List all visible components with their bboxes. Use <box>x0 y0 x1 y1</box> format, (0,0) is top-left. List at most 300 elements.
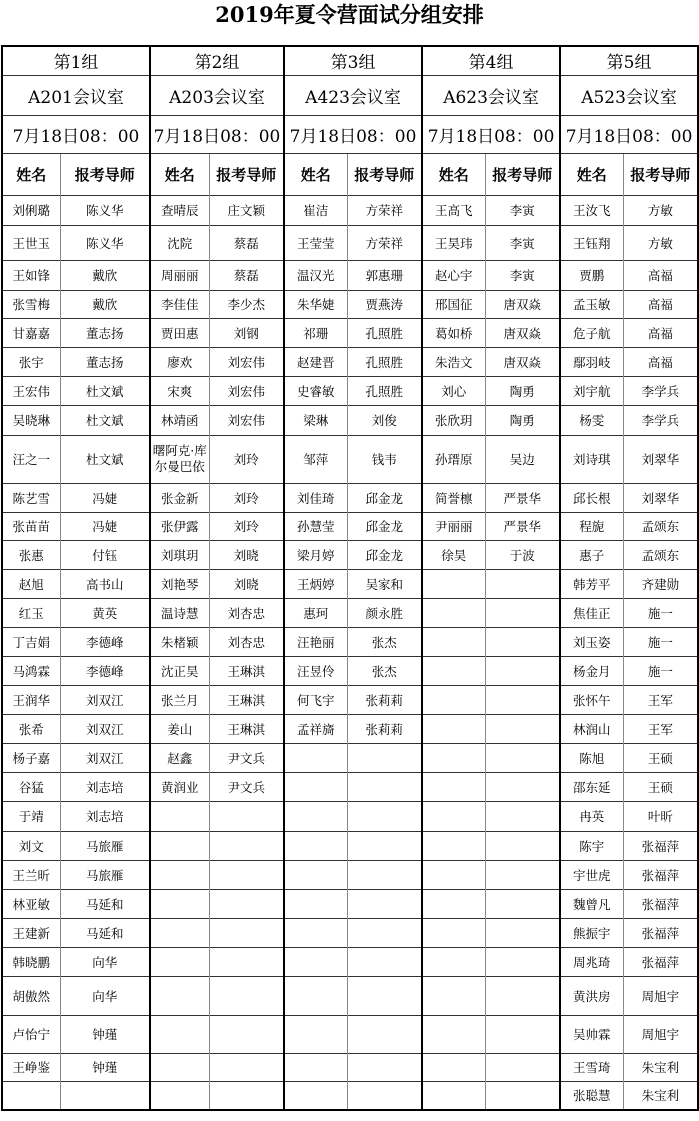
student-name-cell: 孙瑨原 <box>422 435 485 483</box>
student-name-cell: 王兰昕 <box>2 860 60 889</box>
student-name-cell: 刘艳琴 <box>150 569 209 598</box>
advisor-cell: 施一 <box>623 598 698 627</box>
column-header-advisor: 报考导师 <box>60 153 150 195</box>
table-row <box>2 225 698 260</box>
student-name-cell <box>284 976 347 1015</box>
advisor-cell: 贾燕涛 <box>347 290 422 318</box>
advisor-cell <box>209 947 284 976</box>
student-name-cell: 查晴辰 <box>150 195 209 225</box>
advisor-cell: 冯婕 <box>60 483 150 512</box>
student-name-cell: 刘诗琪 <box>560 435 623 483</box>
advisor-cell: 张莉莉 <box>347 685 422 714</box>
student-name-cell: 陈宇 <box>560 831 623 860</box>
table-row <box>2 801 698 831</box>
advisor-cell: 周旭宇 <box>623 976 698 1015</box>
advisor-cell <box>485 976 560 1015</box>
student-name-cell: 周兆琦 <box>560 947 623 976</box>
student-name-cell <box>150 1081 209 1110</box>
student-name-cell: 邵东延 <box>560 772 623 801</box>
advisor-cell: 李少杰 <box>209 290 284 318</box>
student-name-cell: 邢国征 <box>422 290 485 318</box>
advisor-cell: 付钰 <box>60 540 150 569</box>
student-name-cell <box>422 569 485 598</box>
student-name-cell: 林靖函 <box>150 405 209 435</box>
student-name-cell: 危子航 <box>560 318 623 347</box>
column-header-name: 姓名 <box>284 153 347 195</box>
advisor-cell <box>347 1015 422 1053</box>
advisor-cell: 李学兵 <box>623 376 698 405</box>
student-name-cell: 吴晓琳 <box>2 405 60 435</box>
student-name-cell <box>150 801 209 831</box>
advisor-cell: 戴欣 <box>60 290 150 318</box>
student-name-cell: 邹萍 <box>284 435 347 483</box>
student-name-cell: 张欣玥 <box>422 405 485 435</box>
advisor-cell: 张福萍 <box>623 918 698 947</box>
table-row <box>2 947 698 976</box>
student-name-cell: 王高飞 <box>422 195 485 225</box>
student-name-cell <box>284 801 347 831</box>
student-name-cell <box>284 918 347 947</box>
advisor-cell: 高福 <box>623 347 698 376</box>
advisor-cell: 杜文斌 <box>60 405 150 435</box>
advisor-cell <box>485 947 560 976</box>
advisor-cell: 刘晓 <box>209 540 284 569</box>
advisor-cell: 刘玲 <box>209 483 284 512</box>
advisor-cell: 刘俊 <box>347 405 422 435</box>
student-name-cell: 朱华婕 <box>284 290 347 318</box>
student-name-cell: 孟祥旖 <box>284 714 347 743</box>
advisor-cell: 刘宏伟 <box>209 376 284 405</box>
advisor-cell: 刘双江 <box>60 685 150 714</box>
student-name-cell: 贾田惠 <box>150 318 209 347</box>
advisor-cell: 方荣祥 <box>347 195 422 225</box>
advisor-cell <box>209 801 284 831</box>
student-name-cell <box>150 831 209 860</box>
advisor-cell: 向华 <box>60 947 150 976</box>
advisor-cell <box>485 1015 560 1053</box>
group-room: A201会议室 <box>2 75 150 115</box>
table-row <box>2 318 698 347</box>
student-name-cell: 尹丽丽 <box>422 512 485 540</box>
table-row <box>2 569 698 598</box>
advisor-cell: 张福萍 <box>623 860 698 889</box>
advisor-cell <box>209 1053 284 1081</box>
advisor-cell: 李德峰 <box>60 656 150 685</box>
student-name-cell: 汪艳丽 <box>284 627 347 656</box>
student-name-cell: 梁月婷 <box>284 540 347 569</box>
student-name-cell: 王宏伟 <box>2 376 60 405</box>
table-row <box>2 598 698 627</box>
advisor-cell <box>347 947 422 976</box>
student-name-cell <box>422 831 485 860</box>
advisor-cell: 马延和 <box>60 918 150 947</box>
advisor-cell: 刘晓 <box>209 569 284 598</box>
advisor-cell: 刘双江 <box>60 743 150 772</box>
advisor-cell: 于波 <box>485 540 560 569</box>
column-header-name: 姓名 <box>2 153 60 195</box>
advisor-cell: 邱金龙 <box>347 540 422 569</box>
student-name-cell: 惠子 <box>560 540 623 569</box>
student-name-cell <box>150 947 209 976</box>
student-name-cell <box>422 976 485 1015</box>
page-title: 2019年夏令营面试分组安排 <box>215 2 484 27</box>
advisor-cell: 张杰 <box>347 656 422 685</box>
column-header-advisor: 报考导师 <box>623 153 698 195</box>
advisor-cell: 孔照胜 <box>347 318 422 347</box>
student-name-cell: 王世玉 <box>2 225 60 260</box>
advisor-cell: 杜文斌 <box>60 376 150 405</box>
student-name-cell: 孟玉敏 <box>560 290 623 318</box>
advisor-cell: 孔照胜 <box>347 376 422 405</box>
advisor-cell <box>209 976 284 1015</box>
student-name-cell <box>422 1053 485 1081</box>
advisor-cell: 马旅雁 <box>60 831 150 860</box>
column-header-advisor: 报考导师 <box>347 153 422 195</box>
advisor-cell <box>485 656 560 685</box>
advisor-cell <box>485 918 560 947</box>
student-name-cell: 王炳婷 <box>284 569 347 598</box>
column-header-name: 姓名 <box>150 153 209 195</box>
student-name-cell: 陈旭 <box>560 743 623 772</box>
table-row <box>2 405 698 435</box>
student-name-cell <box>284 1081 347 1110</box>
student-name-cell: 汪昱伶 <box>284 656 347 685</box>
student-name-cell: 胡傲然 <box>2 976 60 1015</box>
student-name-cell <box>422 889 485 918</box>
table-row <box>2 860 698 889</box>
advisor-cell: 李寅 <box>485 195 560 225</box>
student-name-cell: 丁吉娟 <box>2 627 60 656</box>
student-name-cell: 何飞宇 <box>284 685 347 714</box>
advisor-cell: 叶昕 <box>623 801 698 831</box>
advisor-cell: 吴边 <box>485 435 560 483</box>
advisor-cell: 冯婕 <box>60 512 150 540</box>
student-name-cell: 朱浩文 <box>422 347 485 376</box>
advisor-cell: 刘志培 <box>60 801 150 831</box>
advisor-cell: 王琳淇 <box>209 685 284 714</box>
student-name-cell: 沈院 <box>150 225 209 260</box>
advisor-cell <box>209 1015 284 1053</box>
table-row <box>2 1081 698 1110</box>
student-name-cell <box>284 772 347 801</box>
student-name-cell: 卢怡宁 <box>2 1015 60 1053</box>
student-name-cell: 张宇 <box>2 347 60 376</box>
student-name-cell <box>284 860 347 889</box>
advisor-cell: 庄文颖 <box>209 195 284 225</box>
advisor-cell: 唐双焱 <box>485 318 560 347</box>
advisor-cell: 李学兵 <box>623 405 698 435</box>
advisor-cell: 黄英 <box>60 598 150 627</box>
advisor-cell <box>347 772 422 801</box>
advisor-cell: 钟瑾 <box>60 1053 150 1081</box>
advisor-cell: 邱金龙 <box>347 483 422 512</box>
student-name-cell: 吴帅霖 <box>560 1015 623 1053</box>
student-name-cell: 黄润业 <box>150 772 209 801</box>
group-time: 7月18日08：00 <box>2 115 150 153</box>
student-name-cell: 刘宇航 <box>560 376 623 405</box>
table-row <box>2 889 698 918</box>
student-name-cell: 姜山 <box>150 714 209 743</box>
advisor-cell: 刘玲 <box>209 435 284 483</box>
student-name-cell <box>284 743 347 772</box>
student-name-cell: 徐昊 <box>422 540 485 569</box>
student-name-cell <box>422 656 485 685</box>
advisor-cell: 郭惠珊 <box>347 260 422 290</box>
table-row <box>2 627 698 656</box>
student-name-cell <box>284 947 347 976</box>
advisor-cell <box>485 743 560 772</box>
student-name-cell <box>422 947 485 976</box>
student-name-cell <box>284 889 347 918</box>
advisor-cell: 刘宏伟 <box>209 347 284 376</box>
student-name-cell: 廖欢 <box>150 347 209 376</box>
student-name-cell: 曙阿克·库尔曼巴依 <box>150 435 209 483</box>
advisor-cell: 唐双焱 <box>485 290 560 318</box>
table-row <box>2 540 698 569</box>
advisor-cell: 刘志培 <box>60 772 150 801</box>
student-name-cell: 朱楮颖 <box>150 627 209 656</box>
advisor-cell: 孟颂东 <box>623 512 698 540</box>
student-name-cell: 邱长根 <box>560 483 623 512</box>
student-name-cell <box>150 860 209 889</box>
student-name-cell: 刘俐璐 <box>2 195 60 225</box>
table-row <box>2 685 698 714</box>
student-name-cell: 焦佳正 <box>560 598 623 627</box>
advisor-cell: 尹文兵 <box>209 743 284 772</box>
advisor-cell: 刘宏伟 <box>209 405 284 435</box>
advisor-cell <box>485 685 560 714</box>
advisor-cell: 方荣祥 <box>347 225 422 260</box>
student-name-cell <box>422 685 485 714</box>
group-room: A623会议室 <box>422 75 560 115</box>
student-name-cell <box>422 743 485 772</box>
student-name-cell <box>150 976 209 1015</box>
advisor-cell: 吴家和 <box>347 569 422 598</box>
student-name-cell <box>284 1053 347 1081</box>
student-name-cell: 梁琳 <box>284 405 347 435</box>
advisor-cell <box>485 889 560 918</box>
group-name: 第1组 <box>2 46 150 75</box>
student-name-cell <box>150 1015 209 1053</box>
table-row <box>2 1053 698 1081</box>
student-name-cell: 宇世虎 <box>560 860 623 889</box>
advisor-cell: 钱韦 <box>347 435 422 483</box>
group-name: 第5组 <box>560 46 698 75</box>
group-time: 7月18日08：00 <box>284 115 422 153</box>
student-name-cell <box>422 918 485 947</box>
table-row <box>2 831 698 860</box>
student-name-cell: 温汉光 <box>284 260 347 290</box>
group-time: 7月18日08：00 <box>560 115 698 153</box>
student-name-cell: 汪之一 <box>2 435 60 483</box>
student-name-cell: 林亚敏 <box>2 889 60 918</box>
student-name-cell: 杨雯 <box>560 405 623 435</box>
table-row <box>2 195 698 225</box>
table-row <box>2 435 698 483</box>
advisor-cell <box>209 860 284 889</box>
table-row <box>2 260 698 290</box>
advisor-cell: 齐建勋 <box>623 569 698 598</box>
advisor-cell: 戴欣 <box>60 260 150 290</box>
advisor-cell: 刘杏忠 <box>209 598 284 627</box>
advisor-cell <box>209 918 284 947</box>
advisor-cell: 王硕 <box>623 743 698 772</box>
student-name-cell: 惠珂 <box>284 598 347 627</box>
student-name-cell <box>422 772 485 801</box>
advisor-cell <box>485 627 560 656</box>
column-header-advisor: 报考导师 <box>485 153 560 195</box>
student-name-cell: 沈正昊 <box>150 656 209 685</box>
table-row <box>2 1015 698 1053</box>
student-name-cell: 红玉 <box>2 598 60 627</box>
student-name-cell: 赵旭 <box>2 569 60 598</box>
advisor-cell: 李寅 <box>485 225 560 260</box>
advisor-cell: 马延和 <box>60 889 150 918</box>
advisor-cell: 严景华 <box>485 512 560 540</box>
student-name-cell: 甘嘉嘉 <box>2 318 60 347</box>
group-room: A423会议室 <box>284 75 422 115</box>
student-name-cell: 杨子嘉 <box>2 743 60 772</box>
table-row <box>2 483 698 512</box>
advisor-cell: 方敏 <box>623 225 698 260</box>
student-name-cell: 葛如桥 <box>422 318 485 347</box>
student-name-cell: 黄洪房 <box>560 976 623 1015</box>
student-name-cell: 张伊露 <box>150 512 209 540</box>
advisor-cell <box>485 1053 560 1081</box>
student-name-cell: 马鸿霖 <box>2 656 60 685</box>
group-room: A203会议室 <box>150 75 284 115</box>
student-name-cell: 赵建晋 <box>284 347 347 376</box>
student-name-cell <box>150 1053 209 1081</box>
student-name-cell: 韩芳平 <box>560 569 623 598</box>
advisor-cell <box>347 889 422 918</box>
table-row <box>2 376 698 405</box>
advisor-cell: 方敏 <box>623 195 698 225</box>
advisor-cell: 向华 <box>60 976 150 1015</box>
advisor-cell: 蔡磊 <box>209 260 284 290</box>
student-name-cell: 魏曾凡 <box>560 889 623 918</box>
advisor-cell <box>347 801 422 831</box>
student-name-cell <box>422 860 485 889</box>
student-name-cell: 谷猛 <box>2 772 60 801</box>
advisor-cell: 钟瑾 <box>60 1015 150 1053</box>
student-name-cell <box>284 831 347 860</box>
student-name-cell: 于靖 <box>2 801 60 831</box>
student-name-cell: 王峥鉴 <box>2 1053 60 1081</box>
table-row <box>2 714 698 743</box>
advisor-cell: 刘翠华 <box>623 435 698 483</box>
advisor-cell: 高福 <box>623 290 698 318</box>
advisor-cell: 李寅 <box>485 260 560 290</box>
advisor-cell: 董志扬 <box>60 318 150 347</box>
advisor-cell: 董志扬 <box>60 347 150 376</box>
advisor-cell: 刘杏忠 <box>209 627 284 656</box>
table-row <box>2 772 698 801</box>
student-name-cell: 张惠 <box>2 540 60 569</box>
group-name: 第4组 <box>422 46 560 75</box>
student-name-cell: 宋爽 <box>150 376 209 405</box>
student-name-cell: 刘佳琦 <box>284 483 347 512</box>
student-name-cell: 刘文 <box>2 831 60 860</box>
table-row <box>2 743 698 772</box>
advisor-cell: 周旭宇 <box>623 1015 698 1053</box>
advisor-cell: 朱宝利 <box>623 1081 698 1110</box>
advisor-cell: 王军 <box>623 714 698 743</box>
advisor-cell <box>347 1053 422 1081</box>
advisor-cell: 王琳淇 <box>209 714 284 743</box>
advisor-cell <box>347 743 422 772</box>
advisor-cell: 朱宝利 <box>623 1053 698 1081</box>
advisor-cell <box>209 831 284 860</box>
table-row <box>2 976 698 1015</box>
student-name-cell: 史睿敏 <box>284 376 347 405</box>
student-name-cell: 熊振宇 <box>560 918 623 947</box>
student-name-cell: 张聪慧 <box>560 1081 623 1110</box>
group-name: 第3组 <box>284 46 422 75</box>
student-name-cell: 张金新 <box>150 483 209 512</box>
student-name-cell: 杨金月 <box>560 656 623 685</box>
group-time: 7月18日08：00 <box>422 115 560 153</box>
advisor-cell: 张莉莉 <box>347 714 422 743</box>
advisor-cell: 蔡磊 <box>209 225 284 260</box>
advisor-cell <box>485 772 560 801</box>
student-name-cell <box>422 801 485 831</box>
student-name-cell: 刘心 <box>422 376 485 405</box>
advisor-cell: 张福萍 <box>623 889 698 918</box>
advisor-cell: 陶勇 <box>485 405 560 435</box>
advisor-cell: 马旅雁 <box>60 860 150 889</box>
advisor-cell: 张福萍 <box>623 947 698 976</box>
student-name-cell: 王昊玮 <box>422 225 485 260</box>
advisor-cell <box>209 1081 284 1110</box>
table-row <box>2 512 698 540</box>
advisor-cell <box>347 831 422 860</box>
student-name-cell: 刘玉姿 <box>560 627 623 656</box>
student-name-cell: 周丽丽 <box>150 260 209 290</box>
student-name-cell: 韩晓鹏 <box>2 947 60 976</box>
advisor-cell <box>485 860 560 889</box>
advisor-cell: 严景华 <box>485 483 560 512</box>
group-room: A523会议室 <box>560 75 698 115</box>
advisor-cell <box>60 1081 150 1110</box>
schedule-table <box>1 45 699 1111</box>
advisor-cell: 王军 <box>623 685 698 714</box>
student-name-cell: 祁珊 <box>284 318 347 347</box>
advisor-cell: 刘钢 <box>209 318 284 347</box>
advisor-cell: 唐双焱 <box>485 347 560 376</box>
advisor-cell <box>347 976 422 1015</box>
advisor-cell: 张福萍 <box>623 831 698 860</box>
advisor-cell: 杜文斌 <box>60 435 150 483</box>
column-header-name: 姓名 <box>422 153 485 195</box>
student-name-cell: 张兰月 <box>150 685 209 714</box>
student-name-cell: 李佳佳 <box>150 290 209 318</box>
advisor-cell: 孟颂东 <box>623 540 698 569</box>
table-row <box>2 918 698 947</box>
table-row <box>2 290 698 318</box>
student-name-cell <box>150 889 209 918</box>
student-name-cell: 王雪琦 <box>560 1053 623 1081</box>
advisor-cell: 高书山 <box>60 569 150 598</box>
advisor-cell <box>485 831 560 860</box>
student-name-cell: 温诗慧 <box>150 598 209 627</box>
student-name-cell: 王钰翔 <box>560 225 623 260</box>
student-name-cell <box>150 918 209 947</box>
student-name-cell: 鄢羽岐 <box>560 347 623 376</box>
student-name-cell: 张希 <box>2 714 60 743</box>
advisor-cell <box>485 801 560 831</box>
student-name-cell: 张苗苗 <box>2 512 60 540</box>
